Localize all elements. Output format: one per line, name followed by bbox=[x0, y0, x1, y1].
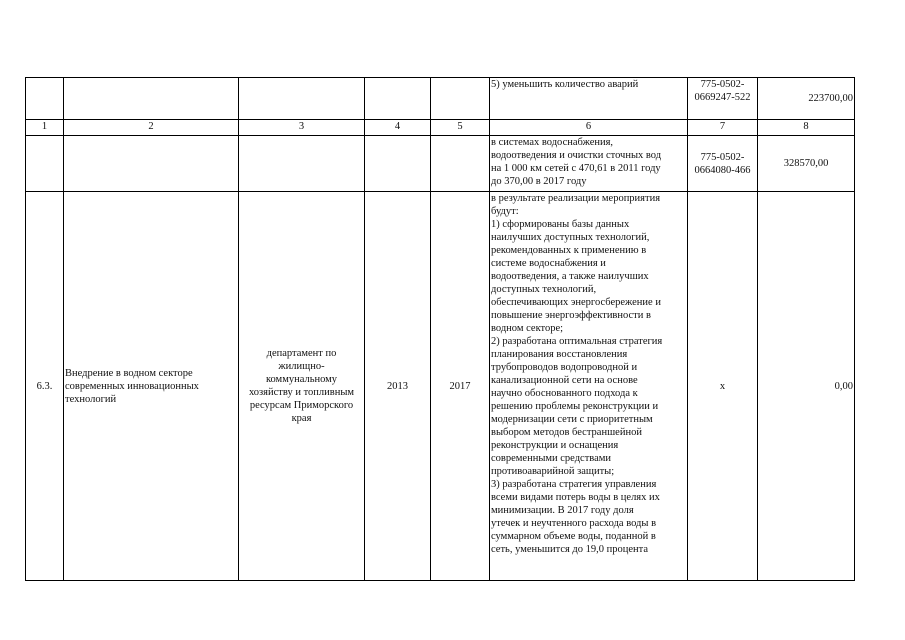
column-number-7: 7 bbox=[688, 120, 758, 136]
cell-end-year: 2017 bbox=[431, 192, 490, 581]
cell-budget-code: 775-0502- 0669247-522 bbox=[688, 78, 758, 120]
table-row-continuation bbox=[26, 136, 855, 192]
cell-empty bbox=[26, 78, 64, 120]
column-number-6: 6 bbox=[490, 120, 688, 136]
cell-empty bbox=[239, 78, 365, 120]
cell-empty bbox=[365, 78, 431, 120]
cell-expected-result: в результате реализации мероприятия будут: 1) сформированы базы данных наилучших доступных технологий, рекомендованных к применению в системе водоснабжения и водоотведения, а также наилучших доступных технологий, обеспечивающих энергосбережение и повышение энергоэффективности в водном секторе; 2) разработана оптимальная стратегия планирования восстановления трубопроводов водопроводной и канализационной сети на основе научно обоснованного подхода к решению проблемы реконструкции и модернизации сети с приоритетным выбором методов бестраншейной реконструкции и оснащения современными средствами противоаварийной защиты; 3) разработана стратегия управления всеми видами потерь воды в целях их минимизации. В 2017 году доля утечек и неучтенного расхода воды в суммарном объеме воды, поданной в сеть, уменьшится до 19,0 процента bbox=[490, 192, 688, 581]
cell-result: 5) уменьшить количество аварий bbox=[490, 78, 688, 120]
program-activities-table bbox=[25, 77, 855, 581]
cell-amount: 223700,00 bbox=[758, 78, 855, 120]
cell-budget-code: 775-0502- 0664080-466 bbox=[688, 136, 758, 192]
cell-amount: 328570,00 bbox=[758, 136, 855, 192]
table-row-top bbox=[26, 78, 855, 120]
cell-result: в системах водоснабжения, водоотведения и очистки сточных вод на 1 000 км сетей с 470,61 в 2011 году до 370,00 в 2017 году bbox=[490, 136, 688, 192]
cell-activity-name: Внедрение в водном секторе современных инновационных технологий bbox=[64, 192, 239, 581]
table-row-6-3 bbox=[26, 192, 855, 581]
cell-empty bbox=[26, 136, 64, 192]
cell-amount: 0,00 bbox=[758, 192, 855, 581]
cell-empty bbox=[239, 136, 365, 192]
cell-empty bbox=[431, 136, 490, 192]
table-header-row bbox=[26, 120, 855, 136]
cell-item-number: 6.3. bbox=[26, 192, 64, 581]
cell-executor: департамент по жилищно- коммунальному хозяйству и топливным ресурсам Приморского края bbox=[239, 192, 365, 581]
column-number-5: 5 bbox=[431, 120, 490, 136]
cell-empty bbox=[64, 136, 239, 192]
cell-empty bbox=[431, 78, 490, 120]
column-number-3: 3 bbox=[239, 120, 365, 136]
cell-empty bbox=[64, 78, 239, 120]
column-number-1: 1 bbox=[26, 120, 64, 136]
cell-empty bbox=[365, 136, 431, 192]
cell-budget-code: x bbox=[688, 192, 758, 581]
cell-start-year: 2013 bbox=[365, 192, 431, 581]
column-number-4: 4 bbox=[365, 120, 431, 136]
column-number-2: 2 bbox=[64, 120, 239, 136]
column-number-8: 8 bbox=[758, 120, 855, 136]
